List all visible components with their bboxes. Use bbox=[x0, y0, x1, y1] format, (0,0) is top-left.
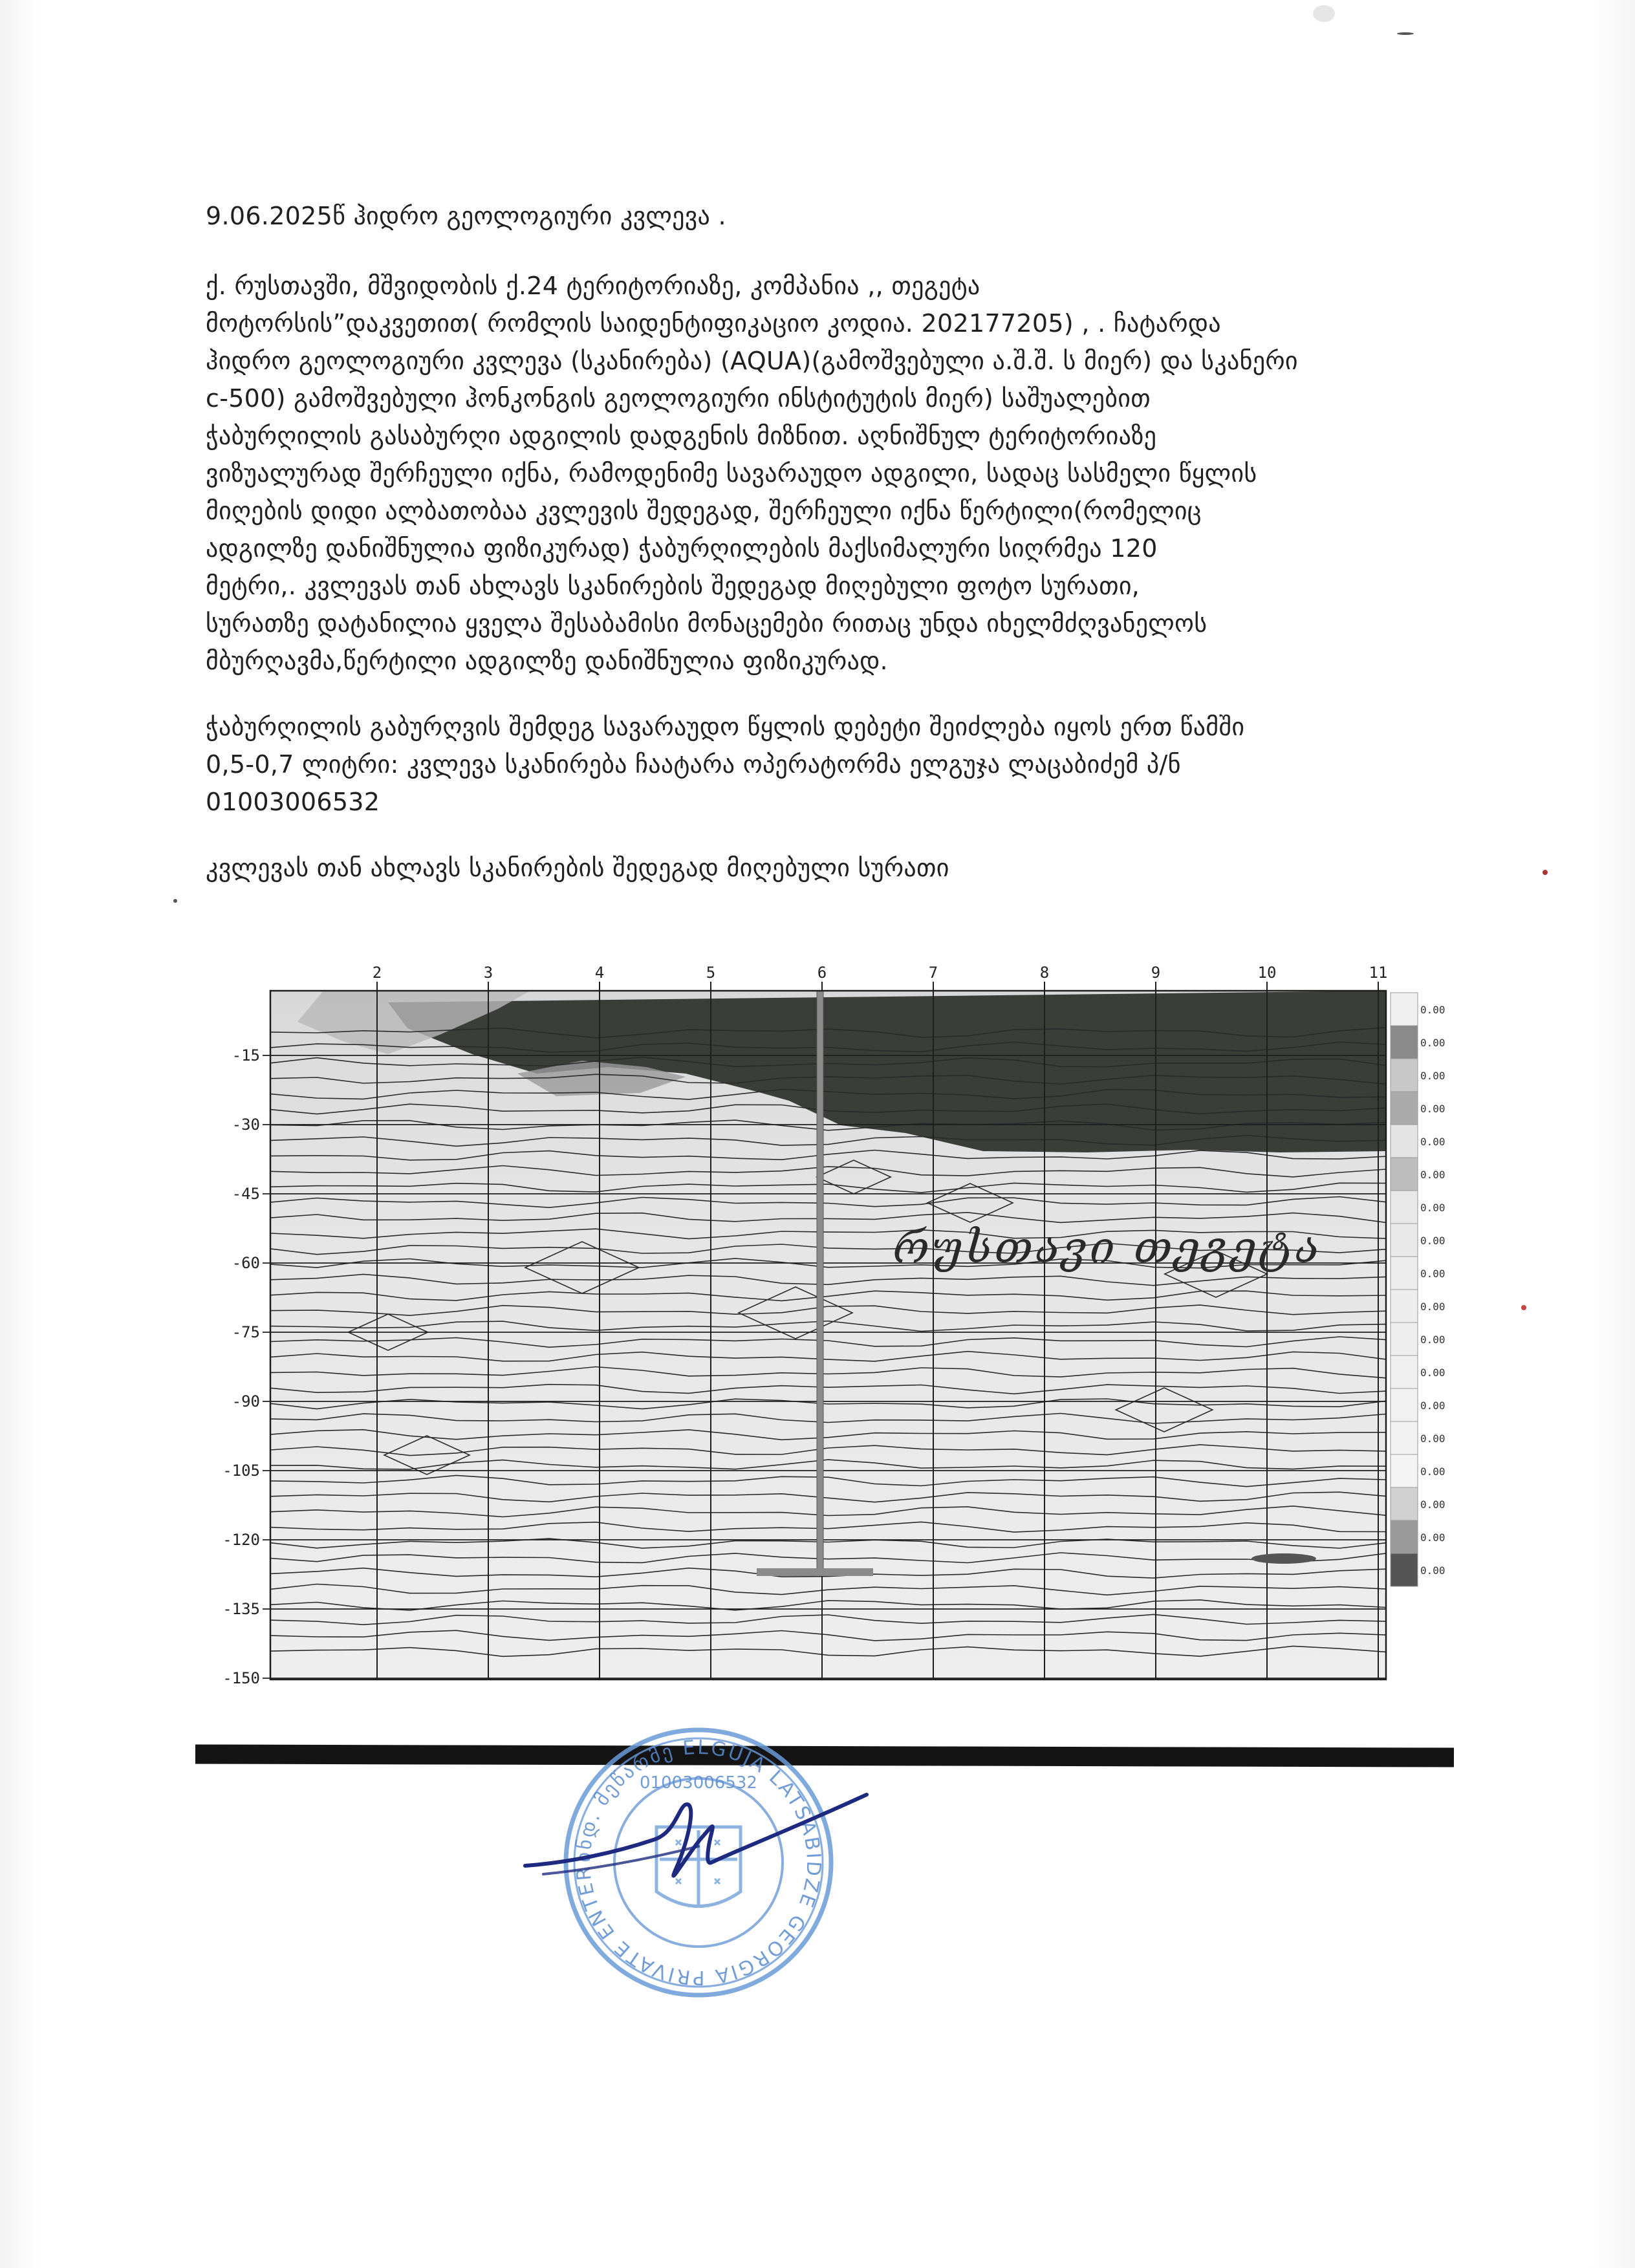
x-tick-label: 2 bbox=[372, 964, 382, 982]
legend-value: 0.00 bbox=[1420, 1399, 1446, 1412]
anomaly-spot bbox=[1251, 1553, 1316, 1564]
paper-speck bbox=[1397, 32, 1414, 35]
x-tick-label: 5 bbox=[706, 964, 716, 982]
legend-swatch bbox=[1391, 1191, 1418, 1224]
x-tick-label: 11 bbox=[1369, 964, 1388, 982]
x-tick-label: 10 bbox=[1257, 964, 1277, 982]
y-tick-label: -150 bbox=[222, 1669, 260, 1687]
y-tick-label: -15 bbox=[232, 1046, 260, 1064]
y-tick-label: -75 bbox=[232, 1323, 260, 1341]
handwritten-label: რუსთავი თეგეტა bbox=[893, 1222, 1322, 1273]
scan-caption: კვლევას თან ახლავს სკანირების შედეგად მიღებული სურათი bbox=[206, 854, 949, 882]
paragraph-line: მიღების დიდი ალბათობაა კვლევის შედეგად, შერჩეული იქნა წერტილი(რომელიც bbox=[206, 497, 1202, 525]
legend-value: 0.00 bbox=[1420, 1202, 1446, 1214]
stamp-outer-text: ინდ. მეწარმე ELGUJA LATSABIDZE GEORGIA PRIVATE ENTER bbox=[572, 1736, 825, 1989]
legend-swatch bbox=[1391, 1323, 1418, 1355]
legend-value: 0.00 bbox=[1420, 1037, 1446, 1049]
paragraph-line: c-500) გამოშვებული ჰონკონგის გეოლოგიური ინსტიტუტის მიერ) საშუალებით bbox=[206, 384, 1151, 413]
paragraph-line: ქ. რუსთავში, მშვიდობის ქ.24 ტერიტორიაზე, კომპანია ,, თეგეტა bbox=[206, 272, 980, 300]
legend-swatch bbox=[1391, 1224, 1418, 1257]
drill-depth-line bbox=[817, 991, 823, 1571]
legend-value: 0.00 bbox=[1420, 1465, 1446, 1478]
legend-value: 0.00 bbox=[1420, 1268, 1446, 1280]
paper-speck bbox=[173, 899, 177, 903]
legend-swatch bbox=[1391, 1388, 1418, 1421]
y-tick-label: -135 bbox=[222, 1600, 260, 1618]
legend-swatch bbox=[1391, 1520, 1418, 1553]
paragraph-line: მოტორსის”დაკვეთით( რომლის საიდენტიფიკაციო კოდია. 202177205) , . ჩატარდა bbox=[206, 309, 1221, 338]
paragraph-line: მეტრი,. კვლევას თან ახლავს სკანირების შედეგად მიღებული ფოტო სურათი, bbox=[206, 572, 1140, 600]
legend-swatch bbox=[1391, 1059, 1418, 1092]
legend-swatch bbox=[1391, 1026, 1418, 1059]
scan-image bbox=[194, 964, 1481, 1701]
y-tick-label: -45 bbox=[232, 1185, 260, 1203]
paragraph-line: ჭაბურღილის გაბურღვის შემდეგ სავარაუდო წყლის დებეტი შეიძლება იყოს ერთ წამში bbox=[206, 713, 1245, 741]
legend-value: 0.00 bbox=[1420, 1498, 1446, 1511]
legend-value: 0.00 bbox=[1420, 1004, 1446, 1016]
legend-value: 0.00 bbox=[1420, 1070, 1446, 1082]
legend-value: 0.00 bbox=[1420, 1432, 1446, 1445]
scan-plot bbox=[194, 964, 1481, 1701]
legend-swatch bbox=[1391, 1553, 1418, 1586]
drill-bottom-mark bbox=[757, 1568, 873, 1576]
legend-swatch bbox=[1391, 1158, 1418, 1191]
paragraph-line: ჰიდრო გეოლოგიური კვლევა (სკანირება) (AQUA)(გამოშვებული ა.შ.შ. ს მიერ) და სკანერი bbox=[206, 347, 1298, 375]
paper-speck bbox=[1543, 870, 1548, 875]
legend-swatch bbox=[1391, 1290, 1418, 1323]
legend-value: 0.00 bbox=[1420, 1103, 1446, 1115]
legend-value: 0.00 bbox=[1420, 1334, 1446, 1346]
svg-text:ინდ. მეწარმე ELGUJA LATSABIDZE bbox=[517, 1707, 825, 1989]
legend-swatch bbox=[1391, 1355, 1418, 1388]
legend-value: 0.00 bbox=[1420, 1564, 1446, 1577]
x-tick-label: 7 bbox=[928, 964, 938, 982]
paper-speck bbox=[1521, 1305, 1526, 1310]
paragraph-line: 01003006532 bbox=[206, 788, 380, 816]
legend-swatch bbox=[1391, 993, 1418, 1026]
legend-value: 0.00 bbox=[1420, 1235, 1446, 1247]
stamp-id-number: 01003006532 bbox=[640, 1773, 757, 1793]
x-tick-label: 6 bbox=[817, 964, 827, 982]
document-date-title: 9.06.2025წ ჰიდრო გეოლოგიური კვლევა . bbox=[206, 202, 726, 230]
x-tick-label: 3 bbox=[483, 964, 493, 982]
legend-value: 0.00 bbox=[1420, 1301, 1446, 1313]
paragraph-line: ვიზუალურად შერჩეული იქნა, რამოდენიმე სავარაუდო ადგილი, სადაც სასმელი წყლის bbox=[206, 459, 1257, 488]
y-tick-label: -90 bbox=[232, 1392, 260, 1410]
y-tick-label: -30 bbox=[232, 1116, 260, 1134]
paragraph-line: 0,5-0,7 ლიტრი: კვლევა სკანირება ჩაატარა ოპერატორმა ელგუჯა ლაცაბიძემ პ/ნ bbox=[206, 750, 1181, 779]
paragraph-line: მბურღავმა,წერტილი ადგილზე დანიშნულია ფიზიკურად. bbox=[206, 647, 888, 675]
legend-swatch bbox=[1391, 1257, 1418, 1290]
paper-speck bbox=[1313, 5, 1335, 22]
legend-scale bbox=[1391, 993, 1446, 1586]
legend-value: 0.00 bbox=[1420, 1136, 1446, 1148]
x-tick-label: 4 bbox=[594, 964, 605, 982]
legend-swatch bbox=[1391, 1421, 1418, 1454]
paragraph-line: ადგილზე დანიშნულია ფიზიკურად) ჭაბურღილების მაქსიმალური სიღრმეა 120 bbox=[206, 534, 1158, 563]
legend-value: 0.00 bbox=[1420, 1366, 1446, 1379]
x-tick-label: 8 bbox=[1039, 964, 1050, 982]
paragraph-line: სურათზე დატანილია ყველა შესაბამისი მონაცემები რითაც უნდა იხელმძღვანელოს bbox=[206, 609, 1207, 638]
legend-swatch bbox=[1391, 1092, 1418, 1125]
y-tick-label: -105 bbox=[222, 1462, 260, 1480]
y-tick-label: -120 bbox=[222, 1531, 260, 1549]
x-tick-label: 9 bbox=[1151, 964, 1161, 982]
paragraph-line: ჭაბურღილის გასაბურღი ადგილის დადგენის მიზნით. აღნიშნულ ტერიტორიაზე bbox=[206, 422, 1157, 450]
company-stamp bbox=[517, 1707, 880, 2018]
legend-value: 0.00 bbox=[1420, 1169, 1446, 1181]
legend-value: 0.00 bbox=[1420, 1531, 1446, 1544]
legend-swatch bbox=[1391, 1454, 1418, 1487]
y-tick-label: -60 bbox=[232, 1254, 260, 1272]
legend-swatch bbox=[1391, 1487, 1418, 1520]
legend-swatch bbox=[1391, 1125, 1418, 1158]
